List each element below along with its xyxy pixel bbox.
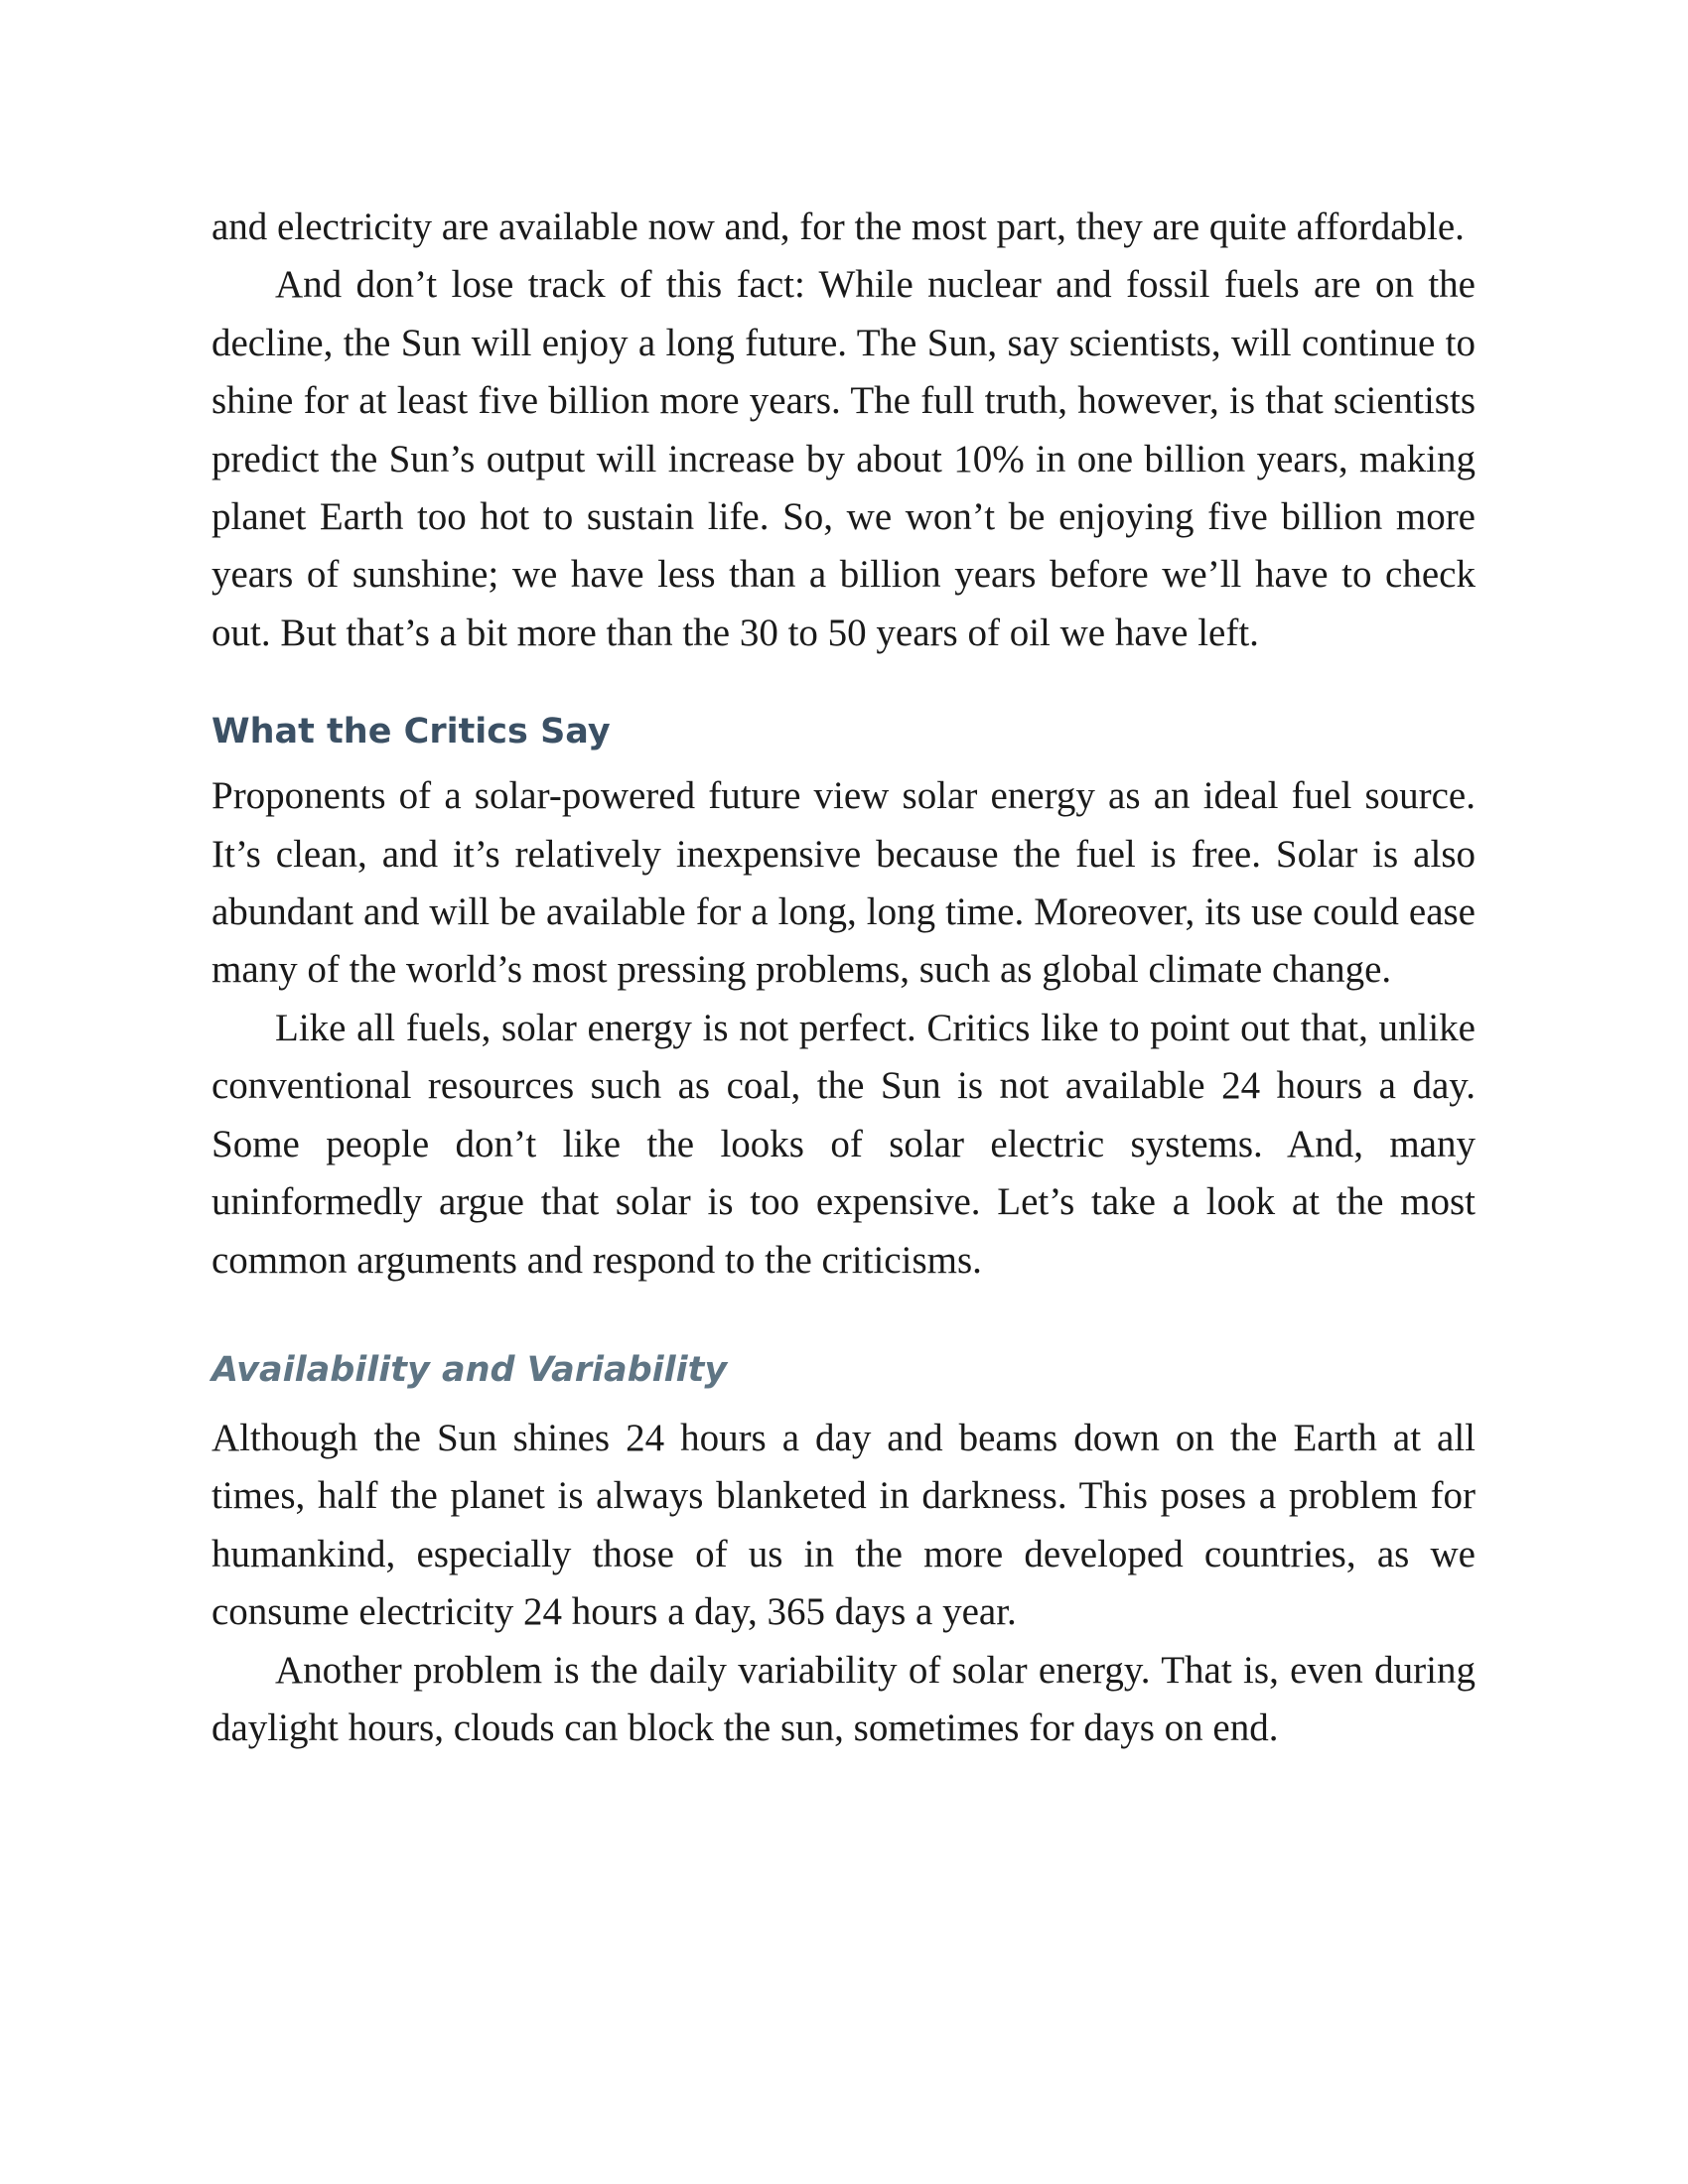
paragraph-continuation: and electricity are available now and, for the most part, they are quite affordable. (211, 205, 1465, 248)
paragraph-darkness: Although the Sun shines 24 hours a day and beams down on the Earth at all times, half the planet is always blanketed in darkness. This poses a problem for humankind, especially those of us in the more developed countries, as we consume electricity 24 hours a day, 365 days a year. (211, 1416, 1476, 1634)
paragraph-sun-future: And don’t lose track of this fact: While nuclear and fossil fuels are on the decline, the Sun will enjoy a long future. The Sun, say scientists, will continue to shine for at least five billion more years. The full truth, however, is that scientists predict the Sun’s output will increase by about 10% in one billion years, making planet Earth too hot to sustain life. So, we won’t be enjoying five billion more years of sunshine; we have less than a billion years before we’ll have to check out. But that’s a bit more than the 30 to 50 years of oil we have left. (211, 263, 1476, 654)
page-content (211, 199, 1476, 1757)
paragraph-critics: Like all fuels, solar energy is not perfect. Critics like to point out that, unlike conventional resources such as coal, the Sun is not available 24 hours a day. Some people don’t like the looks of solar electric systems. And, many uninformedly argue that solar is too expensive. Let’s take a look at the most common arguments and respond to the criticisms. (211, 1006, 1476, 1282)
section-heading-critics: What the Critics Say (211, 712, 611, 752)
subsection-heading-availability: Availability and Variability (211, 1349, 728, 1390)
paragraph-proponents: Proponents of a solar-powered future view solar energy as an ideal fuel source. It’s clean, and it’s relatively inexpensive because the fuel is free. Solar is also abundant and will be available for a long, long time. Moreover, its use could ease many of the world’s most pressing problems, such as global climate change. (211, 774, 1476, 992)
paragraph-variability: Another problem is the daily variability of solar energy. That is, even during daylight hours, clouds can block the sun, sometimes for days on end. (211, 1648, 1476, 1749)
